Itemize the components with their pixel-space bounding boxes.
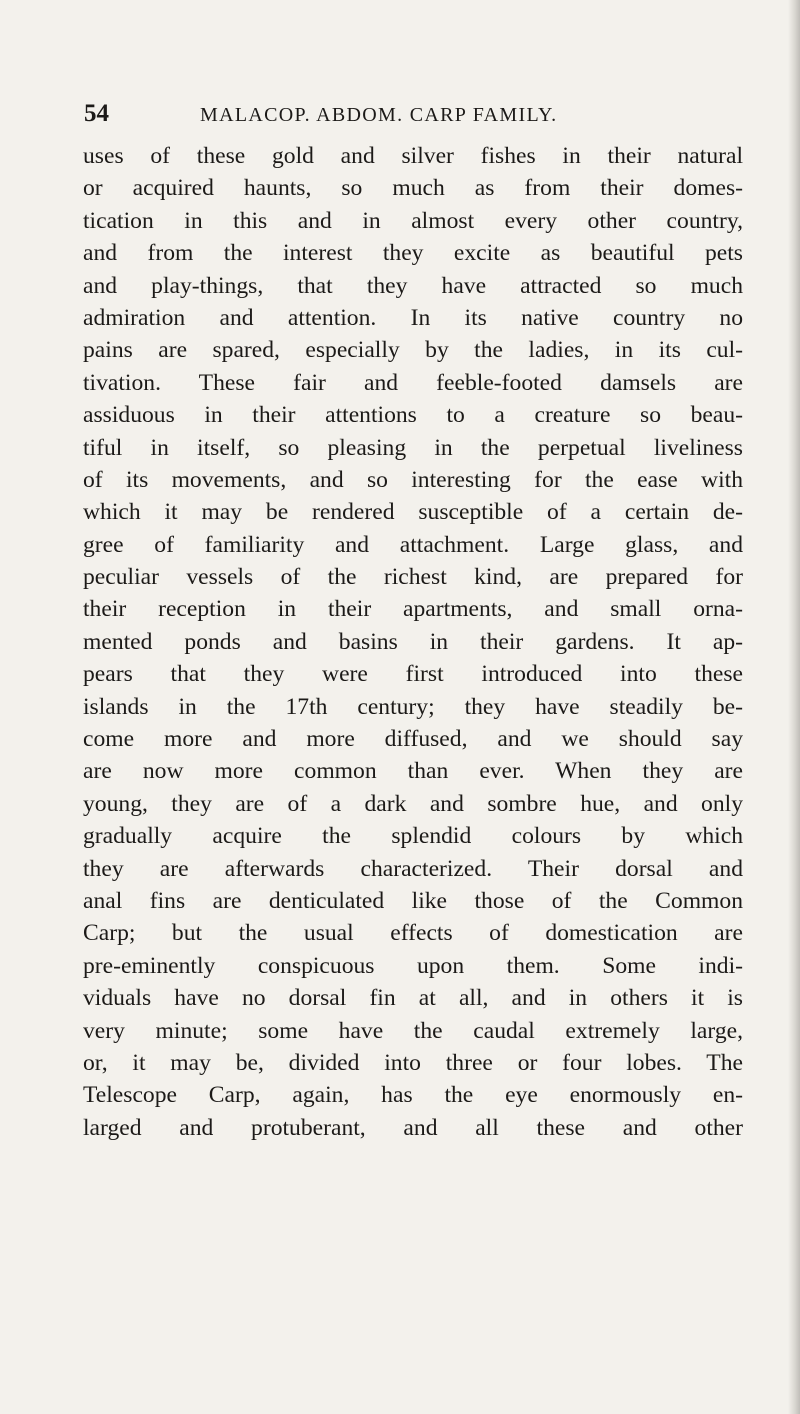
- text-line: young, they are of a dark and sombre hue, and only: [83, 790, 743, 817]
- text-line: Carp; but the usual effects of domestication are: [83, 920, 743, 947]
- text-line: pears that they were first introduced into these: [83, 661, 743, 688]
- body-paragraph: [83, 140, 743, 1144]
- text-line: uses of these gold and silver fishes in their natural: [83, 143, 743, 169]
- running-head: MALACOP. ABDOM. CARP FAMILY.: [200, 104, 558, 126]
- text-line: mented ponds and basins in their gardens. It ap-: [83, 628, 743, 655]
- text-line: gree of familiarity and attachment. Large glass, and: [83, 531, 743, 558]
- text-line: assiduous in their attentions to a creature so beau-: [83, 402, 743, 429]
- text-line: or, it may be, divided into three or four lobes. The: [83, 1049, 743, 1076]
- text-line: tication in this and in almost every other country,: [83, 207, 743, 234]
- text-line: are now more common than ever. When they are: [83, 758, 743, 785]
- text-line: anal fins are denticulated like those of the Common: [83, 887, 743, 914]
- text-line: Telescope Carp, again, has the eye enormously en-: [83, 1082, 743, 1109]
- text-line: and play-things, that they have attracted so much: [83, 272, 743, 299]
- text-line: islands in the 17th century; they have steadily be-: [83, 693, 743, 720]
- text-line: tivation. These fair and feeble-footed damsels are: [83, 369, 743, 396]
- text-line: pre-eminently conspicuous upon them. Some indi-: [83, 952, 743, 979]
- text-line: of its movements, and so interesting for the ease with: [83, 466, 743, 493]
- text-line: peculiar vessels of the richest kind, are prepared for: [83, 564, 743, 591]
- text-line: they are afterwards characterized. Their dorsal and: [83, 855, 743, 882]
- text-line: larged and protuberant, and all these and other: [83, 1114, 743, 1141]
- text-line: their reception in their apartments, and small orna-: [83, 596, 743, 623]
- text-line: admiration and attention. In its native country no: [83, 304, 743, 331]
- text-line: very minute; some have the caudal extremely large,: [83, 1017, 743, 1044]
- text-line: pains are spared, especially by the ladies, in its cul-: [83, 337, 743, 364]
- text-line: or acquired haunts, so much as from their domes-: [83, 175, 743, 202]
- text-line: and from the interest they excite as beautiful pets: [83, 240, 743, 267]
- page-header: [84, 96, 744, 132]
- text-line: come more and more diffused, and we should say: [83, 726, 743, 753]
- page-edge-shadow: [788, 0, 800, 1414]
- text-line: viduals have no dorsal fin at all, and in others it is: [83, 985, 743, 1012]
- text-line: gradually acquire the splendid colours by which: [83, 823, 743, 850]
- text-line: which it may be rendered susceptible of a certain de-: [83, 499, 743, 526]
- page-number: 54: [84, 100, 109, 127]
- text-line: tiful in itself, so pleasing in the perpetual liveliness: [83, 434, 743, 461]
